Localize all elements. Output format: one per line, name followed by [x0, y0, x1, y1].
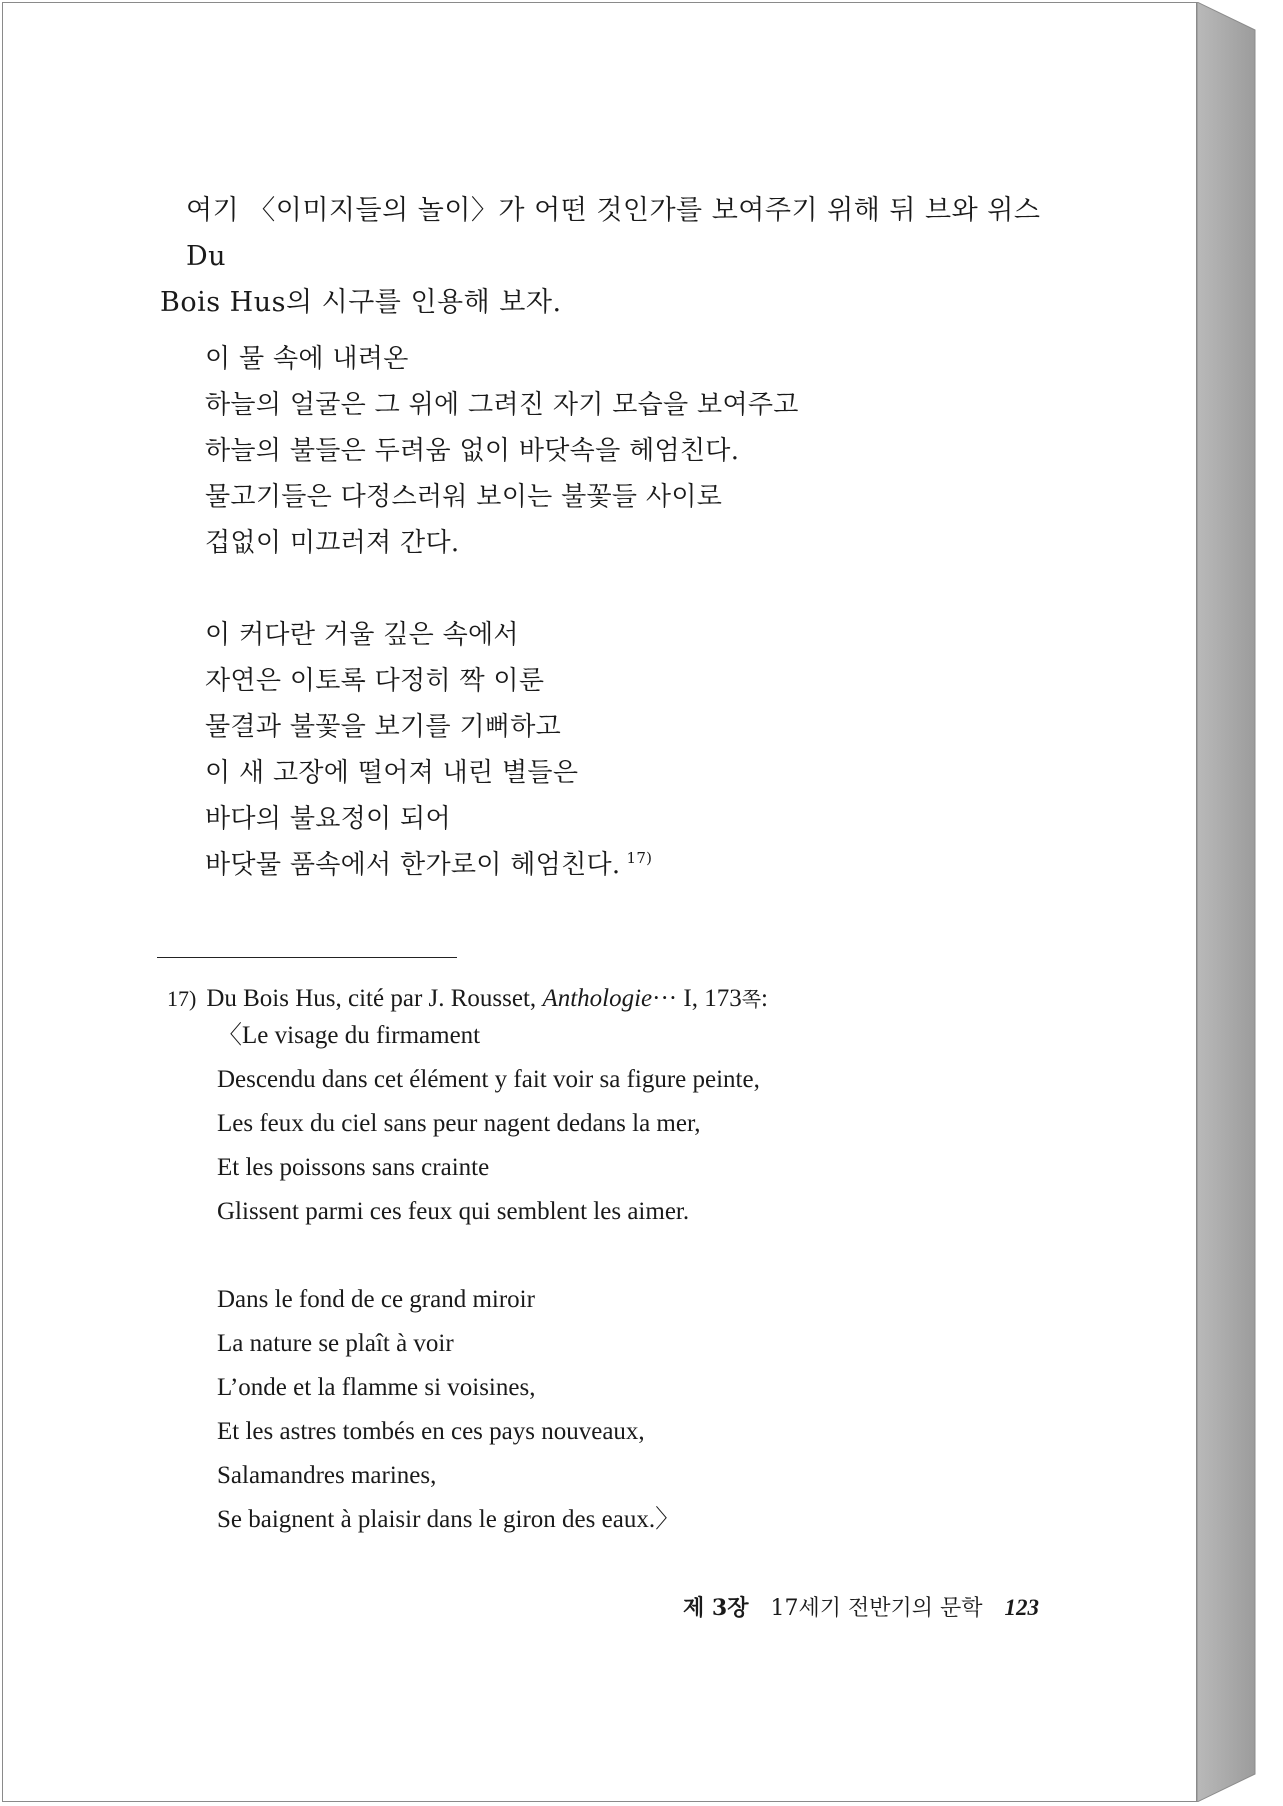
footnote-verse-line: L’onde et la flamme si voisines, [217, 1374, 536, 1401]
chapter-label: 제 3장 [683, 1595, 749, 1621]
page-number: 123 [1004, 1595, 1039, 1620]
poem-line: 바다의 불요정이 되어 [205, 804, 451, 834]
footnote-verse-line: Et les astres tombés en ces pays nouveaux, [217, 1418, 645, 1445]
intro-paragraph [160, 188, 1050, 326]
poem-line: 이 커다란 거울 깊은 속에서 [205, 620, 519, 650]
footnote-verse-line: Et les poissons sans crainte [217, 1154, 490, 1181]
footnote-verse-line: Les feux du ciel sans peur nagent dedans la mer, [217, 1110, 701, 1137]
footnote-verse-line: Glissent parmi ces feux qui semblent les aimer. [217, 1198, 690, 1225]
footnote-number: 17) [167, 986, 197, 1011]
poem-stanza-1 [205, 336, 799, 566]
poem-line-last [205, 842, 652, 888]
poem-line: 이 물 속에 내려온 [205, 344, 409, 374]
poem-line: 물결과 불꽃을 보기를 기뻐하고 [205, 712, 562, 742]
poem-line: 겁없이 미끄러져 간다. [205, 528, 460, 558]
footnote-source-title: Anthologie [542, 985, 653, 1012]
footnote-colon: : [761, 985, 768, 1012]
poem-line: 자연은 이토록 다정히 짝 이룬 [205, 666, 545, 696]
chapter-title: 17세기 전반기의 문학 [770, 1596, 983, 1621]
footnote-verse-stanza-2 [217, 1278, 680, 1542]
poem-line: 물고기들은 다정스러워 보이는 불꽃들 사이로 [205, 482, 723, 512]
footnote-source-suffix: ··· I, 173 [652, 985, 742, 1012]
footnote-page-word: 쪽 [741, 987, 762, 1011]
intro-line-1: 여기 〈이미지들의 놀이〉가 어떤 것인가를 보여주기 위해 뒤 브와 위스Du [186, 195, 1041, 272]
poem-line: 이 새 고장에 떨어져 내린 별들은 [205, 758, 579, 788]
poem-line: 하늘의 얼굴은 그 위에 그려진 자기 모습을 보여주고 [205, 390, 799, 420]
footnote-verse-line: 〈Le visage du firmament [217, 1022, 481, 1049]
footnote-verse-line: Salamandres marines, [217, 1462, 437, 1489]
footnote-source-prefix: Du Bois Hus, cité par J. Rousset, [206, 985, 543, 1012]
footnote-verse-line: La nature se plaît à voir [217, 1330, 454, 1357]
footnote-verse-line: Dans le fond de ce grand miroir [217, 1286, 535, 1313]
footnote-verse-line: Se baignent à plaisir dans le giron des eaux.〉 [217, 1506, 681, 1533]
footnote-reference[interactable]: 17) [626, 849, 653, 868]
running-footer [683, 1591, 1039, 1622]
footnote-verse-stanza-1 [217, 1014, 760, 1234]
poem-line-text: 바닷물 품속에서 한가로이 헤엄친다. [205, 850, 621, 880]
page-edge-shadow [1197, 2, 1257, 1802]
poem-line: 하늘의 불들은 두려움 없이 바닷속을 헤엄친다. [205, 436, 740, 466]
footnote-verse-line: Descendu dans cet élément y fait voir sa figure peinte, [217, 1066, 760, 1093]
footnote-divider [157, 957, 457, 958]
intro-line-2: Bois Hus의 시구를 인용해 보자. [160, 287, 562, 318]
poem-stanza-2 [205, 612, 652, 888]
